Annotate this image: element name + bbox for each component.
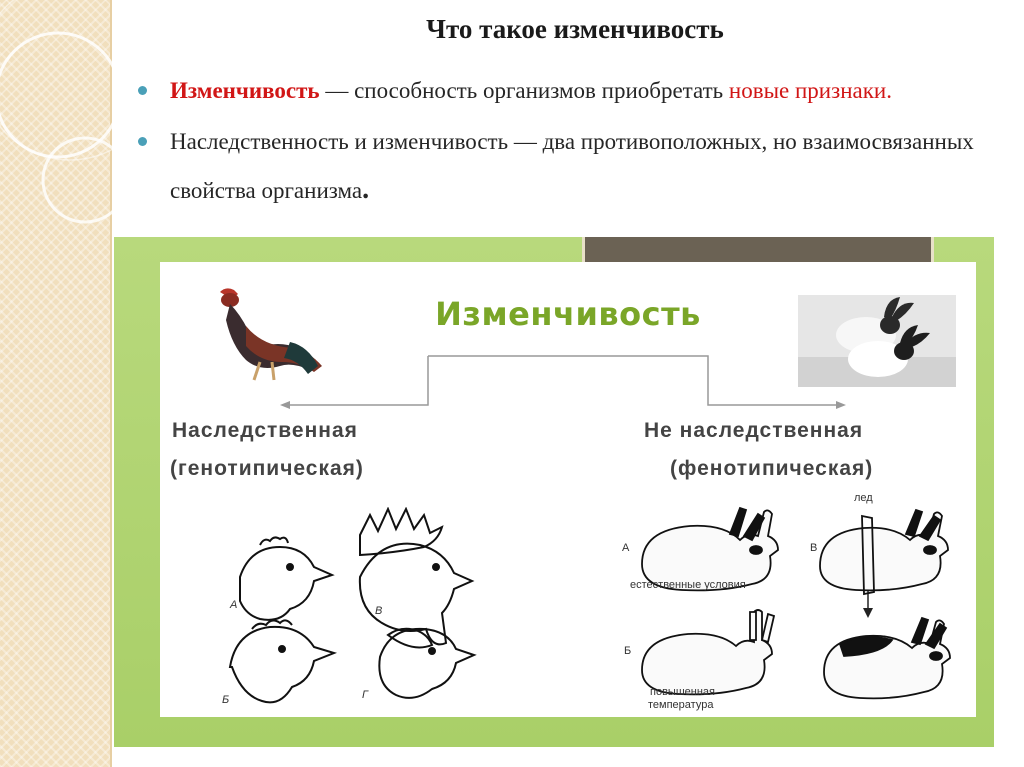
rabbit-label-c: Б <box>624 645 632 657</box>
hen-label-b: В <box>375 605 383 617</box>
definition-text: — способность организмов приобретать <box>319 78 729 103</box>
natural-conditions-caption: естественные условия <box>630 579 746 591</box>
rabbit-label-b: В <box>810 542 818 554</box>
phenotypic-label: (фенотипическая) <box>670 457 874 480</box>
non-hereditary-label: Не наследственная <box>644 419 864 442</box>
heredity-text: Наследственность и изменчивость — два противоположных, но взаимосвязанных свойства организма <box>170 129 974 203</box>
rabbits-photo <box>798 295 956 387</box>
rooster-heads-sketch <box>210 507 500 712</box>
high-temp-caption-2: температура <box>648 699 714 711</box>
hen-label-a: А <box>230 599 238 611</box>
genotypic-label: (генотипическая) <box>170 457 364 480</box>
hereditary-label: Наследственная <box>172 419 358 442</box>
bullet-list <box>138 76 978 215</box>
term-variability: Изменчивость <box>170 78 320 103</box>
new-traits-highlight: новые признаки. <box>728 78 892 103</box>
heredity-text-end: . <box>362 174 370 205</box>
slide-title: Что такое изменчивость <box>426 14 724 44</box>
ice-caption: лед <box>854 492 873 504</box>
rabbit-label-a: А <box>622 542 630 554</box>
diagram-title: Изменчивость <box>435 295 701 333</box>
bullet-dot-icon <box>138 137 147 146</box>
bullet-dot-icon <box>138 86 147 95</box>
hen-label-c: Б <box>222 694 230 706</box>
rooster-photo <box>200 282 330 387</box>
hen-label-d: Г <box>362 689 368 701</box>
high-temp-caption-1: повышенная <box>650 686 715 698</box>
rabbits-sketch <box>630 494 960 714</box>
bullet-item-heredity <box>138 118 978 215</box>
bullet-item-definition <box>138 76 978 106</box>
diagram-card <box>160 262 976 717</box>
